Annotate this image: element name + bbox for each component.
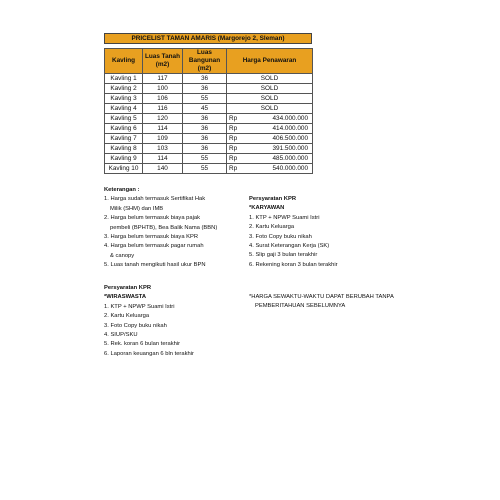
header-kavling: Kavling — [105, 49, 143, 74]
keterangan-line: & canopy — [110, 252, 135, 259]
cell-luas-tanah: 109 — [143, 134, 183, 144]
cell-harga: 414.000.000 — [240, 124, 313, 134]
keterangan-section — [104, 186, 217, 271]
kpr-karyawan-line: 5. Slip gaji 3 bulan terakhir — [249, 252, 318, 259]
cell-harga: SOLD — [227, 74, 313, 84]
header-harga-penawaran: Harga Penawaran — [227, 49, 313, 74]
cell-harga: SOLD — [227, 84, 313, 94]
table-row — [105, 164, 313, 174]
kpr-karyawan-heading: Persyaratan KPR — [249, 196, 297, 202]
cell-kavling: Kavling 10 — [105, 164, 143, 174]
cell-harga: SOLD — [227, 94, 313, 104]
price-table — [104, 48, 313, 174]
kpr-karyawan-section — [249, 195, 338, 270]
cell-currency: Rp — [227, 114, 240, 124]
cell-luas-tanah: 120 — [143, 114, 183, 124]
cell-kavling: Kavling 3 — [105, 94, 143, 104]
cell-luas-bangunan: 55 — [183, 94, 227, 104]
cell-kavling: Kavling 5 — [105, 114, 143, 124]
cell-luas-bangunan: 36 — [183, 114, 227, 124]
table-row — [105, 104, 313, 114]
cell-luas-tanah: 140 — [143, 164, 183, 174]
cell-harga: 485.000.000 — [240, 154, 313, 164]
cell-luas-tanah: 116 — [143, 104, 183, 114]
kpr-karyawan-sub: *KARYAWAN — [249, 205, 285, 212]
cell-currency: Rp — [227, 144, 240, 154]
price-change-note — [249, 293, 493, 312]
cell-luas-tanah: 114 — [143, 124, 183, 134]
cell-kavling: Kavling 4 — [105, 104, 143, 114]
kpr-karyawan-line: 1. KTP + NPWP Suami Istri — [249, 214, 320, 221]
cell-kavling: Kavling 1 — [105, 74, 143, 84]
cell-luas-tanah: 117 — [143, 74, 183, 84]
kpr-wiraswasta-section — [104, 284, 194, 359]
cell-harga: 391.500.000 — [240, 144, 313, 154]
cell-luas-tanah: 114 — [143, 154, 183, 164]
cell-currency: Rp — [227, 134, 240, 144]
cell-luas-bangunan: 55 — [183, 164, 227, 174]
note-line: *HARGA SEWAKTU-WAKTU DAPAT BERUBAH TANPA — [249, 294, 394, 300]
kpr-wiraswasta-sub: *WIRASWASTA — [104, 294, 147, 301]
cell-luas-bangunan: 36 — [183, 144, 227, 154]
kpr-karyawan-line: 3. Foto Copy buku nikah — [249, 233, 312, 240]
keterangan-line: Milik (SHM) dan IMB — [110, 205, 164, 212]
cell-luas-bangunan: 36 — [183, 84, 227, 94]
keterangan-line: pembeli (BPHTB), Bea Balik Nama (BBN) — [110, 224, 218, 231]
kpr-karyawan-line: 2. Kartu Keluarga — [249, 224, 295, 231]
cell-luas-bangunan: 45 — [183, 104, 227, 114]
kpr-wiraswasta-line: 5. Rek. koran 6 bulan terakhir — [104, 341, 181, 348]
table-row — [105, 84, 313, 94]
table-row — [105, 114, 313, 124]
kpr-wiraswasta-line: 4. SIUP/SKU — [104, 332, 138, 339]
cell-kavling: Kavling 7 — [105, 134, 143, 144]
cell-harga: 540.000.000 — [240, 164, 313, 174]
cell-harga: SOLD — [227, 104, 313, 114]
cell-luas-bangunan: 36 — [183, 124, 227, 134]
cell-luas-bangunan: 36 — [183, 74, 227, 84]
kpr-karyawan-line: 4. Surat Keterangan Kerja (SK) — [249, 243, 330, 250]
cell-kavling: Kavling 8 — [105, 144, 143, 154]
kpr-wiraswasta-line: 2. Kartu Keluarga — [104, 313, 150, 320]
cell-harga: 434.000.000 — [240, 114, 313, 124]
note-line: PEMBERITAHUAN SEBELUMNYA — [255, 303, 346, 310]
header-luas-bangunan: Luas Bangunan (m2) — [183, 49, 227, 74]
keterangan-line: 4. Harga belum termasuk pagar rumah — [104, 243, 204, 250]
kpr-wiraswasta-heading: Persyaratan KPR — [104, 285, 152, 291]
kpr-wiraswasta-line: 3. Foto Copy buku nikah — [104, 322, 167, 329]
cell-kavling: Kavling 6 — [105, 124, 143, 134]
keterangan-line: 3. Harga belum termasuk biaya KPR — [104, 234, 199, 241]
table-header-row — [105, 49, 313, 74]
cell-currency: Rp — [227, 154, 240, 164]
cell-luas-bangunan: 36 — [183, 134, 227, 144]
price-table-body — [105, 74, 313, 174]
table-row — [105, 154, 313, 164]
table-row — [105, 124, 313, 134]
keterangan-line: 5. Luas tanah mengikuti hasil ukur BPN — [104, 262, 206, 269]
cell-luas-tanah: 103 — [143, 144, 183, 154]
cell-luas-tanah: 106 — [143, 94, 183, 104]
cell-harga: 406.500.000 — [240, 134, 313, 144]
keterangan-line: 1. Harga sudah termasuk Sertifikat Hak — [104, 196, 206, 203]
table-row — [105, 134, 313, 144]
cell-currency: Rp — [227, 164, 240, 174]
table-row — [105, 94, 313, 104]
pricelist-title: PRICELIST TAMAN AMARIS (Margorejo 2, Sleman) — [104, 33, 312, 44]
cell-luas-bangunan: 55 — [183, 154, 227, 164]
table-row — [105, 74, 313, 84]
kpr-wiraswasta-line: 6. Laporan keuangan 6 bln terakhir — [104, 350, 194, 357]
cell-kavling: Kavling 9 — [105, 154, 143, 164]
table-row — [105, 144, 313, 154]
keterangan-heading: Keterangan : — [104, 187, 140, 193]
cell-luas-tanah: 100 — [143, 84, 183, 94]
header-luas-tanah: Luas Tanah (m2) — [143, 49, 183, 74]
cell-kavling: Kavling 2 — [105, 84, 143, 94]
cell-currency: Rp — [227, 124, 240, 134]
kpr-wiraswasta-line: 1. KTP + NPWP Suami Istri — [104, 303, 175, 310]
kpr-karyawan-line: 6. Rekening koran 3 bulan terakhir — [249, 261, 338, 268]
keterangan-line: 2. Harga belum termasuk biaya pajak — [104, 215, 201, 222]
